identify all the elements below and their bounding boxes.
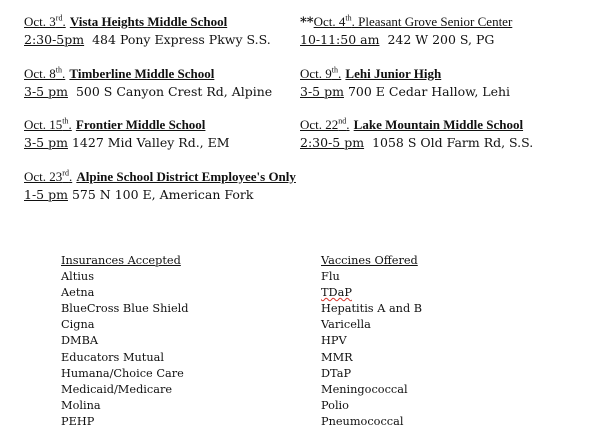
vaccine-item: Meningococcal [321, 382, 408, 396]
event-time: 2:30-5 pm [300, 135, 365, 150]
vaccine-item: Hepatitis A and B [321, 302, 423, 316]
insurances-list [61, 253, 189, 430]
event-alpine-employees [24, 169, 296, 203]
insurance-item: Molina [61, 398, 101, 412]
vaccine-item: Varicella [321, 318, 371, 332]
vaccines-list [321, 253, 422, 430]
vaccine-item: DTaP [321, 366, 352, 380]
insurance-item: PEHP [61, 414, 95, 428]
insurance-item: Altius [61, 270, 94, 284]
event-time: 1-5 pm [24, 187, 68, 202]
event-date: Oct. 23rd. [24, 168, 73, 184]
event-date: Oct. 4th. Pleasant Grove Senior Center [313, 13, 513, 29]
event-date: Oct. 8th. [24, 65, 66, 81]
vaccine-item: TDaP [321, 286, 352, 300]
event-address: 700 E Cedar Hallow, Lehi [347, 84, 511, 99]
event-time: 2:30-5pm [24, 32, 85, 47]
insurance-item: Cigna [61, 318, 95, 332]
event-name: Lake Mountain Middle School [353, 117, 524, 132]
event-date: Oct. 9th. [300, 65, 342, 81]
insurance-item: Aetna [61, 286, 95, 300]
event-address: 575 N 100 E, American Fork [71, 187, 254, 202]
event-name: Lehi Junior High [345, 66, 442, 81]
event-name: Timberline Middle School [69, 66, 215, 81]
vaccine-item: Flu [321, 270, 340, 284]
event-time: 3-5 pm [300, 84, 344, 99]
event-address: 242 W 200 S, PG [387, 32, 495, 47]
event-address: 1427 Mid Valley Rd., EM [71, 135, 230, 150]
vaccine-item: Polio [321, 398, 349, 412]
event-lehi [300, 66, 510, 100]
event-address: 1058 S Old Farm Rd, S.S. [372, 135, 534, 150]
event-time: 10-11:50 am [300, 32, 380, 47]
event-date: Oct. 15th. [24, 116, 72, 132]
event-name: Vista Heights Middle School [69, 14, 228, 29]
vaccine-item: Pneumococcal [321, 414, 404, 428]
vaccine-item: HPV [321, 334, 347, 348]
event-timberline [24, 66, 272, 100]
event-date: Oct. 3rd. [24, 13, 66, 29]
event-pleasant-grove: **Oct. 4th. Pleasant Grove Senior Center 10-11:50 am 242 W 200 S, PG [300, 13, 513, 47]
event-address: 500 S Canyon Crest Rd, Alpine [75, 84, 273, 99]
event-name: Alpine School District Employee's Only [76, 169, 296, 184]
insurance-item: Educators Mutual [61, 350, 164, 364]
event-frontier [24, 117, 230, 151]
insurance-item: Humana/Choice Care [61, 366, 184, 380]
vaccines-heading: Vaccines Offered [321, 254, 418, 267]
event-date: Oct. 22nd. [300, 116, 350, 132]
insurance-item: BlueCross Blue Shield [61, 302, 189, 316]
event-time: 3-5 pm [24, 135, 68, 150]
event-lake-mountain [300, 117, 533, 151]
vaccine-item: MMR [321, 350, 353, 364]
event-vista-heights [24, 14, 271, 48]
event-address: 484 Pony Express Pkwy S.S. [92, 32, 271, 47]
insurance-item: DMBA [61, 334, 99, 348]
insurance-item: Medicaid/Medicare [61, 382, 173, 396]
event-name: Frontier Middle School [75, 117, 206, 132]
event-time: 3-5 pm [24, 84, 68, 99]
insurances-heading: Insurances Accepted [61, 254, 181, 267]
